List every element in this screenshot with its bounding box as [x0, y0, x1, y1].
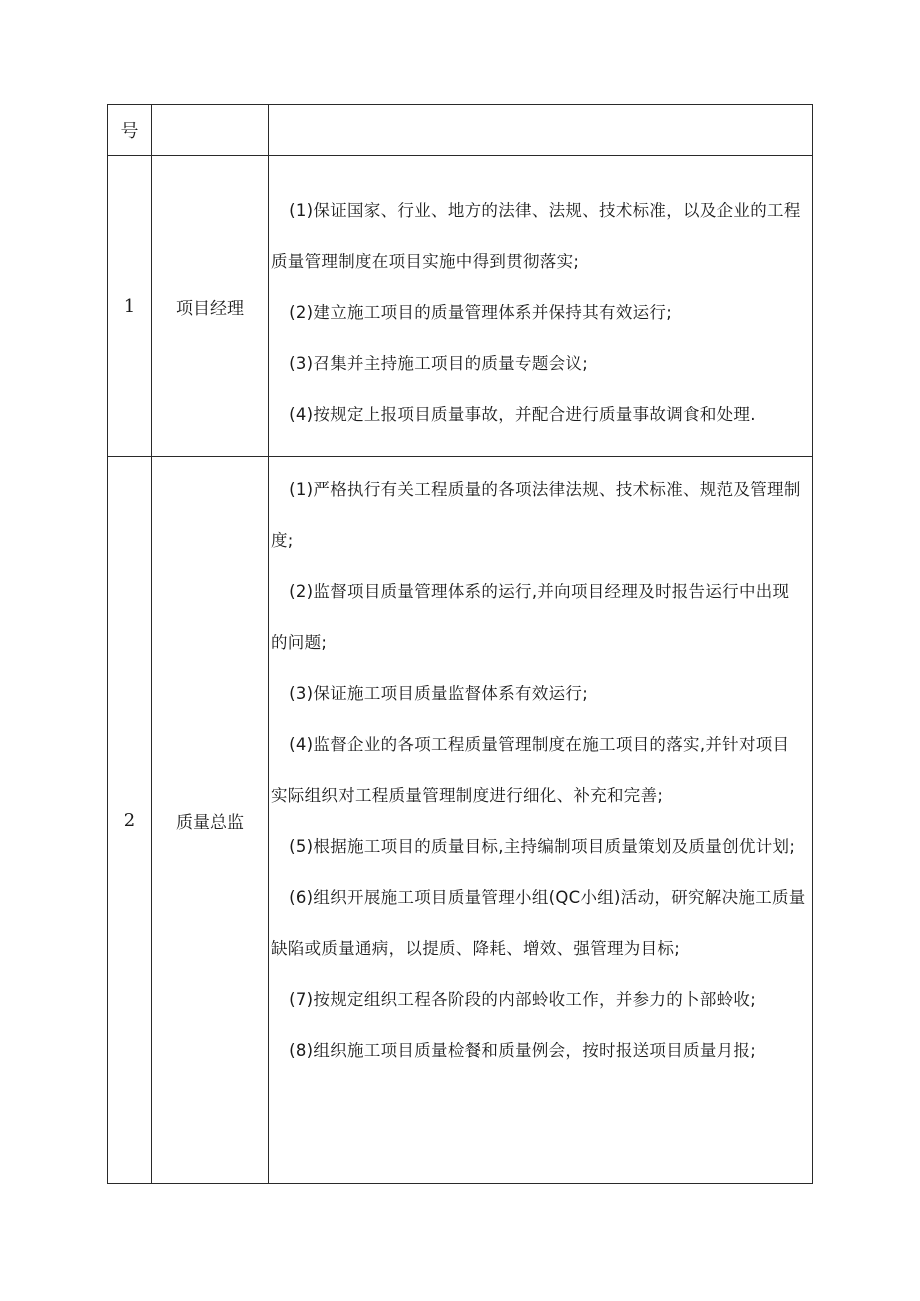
header-no-cell: 号: [108, 105, 152, 156]
duty-item: (3)保证施工项目质量监督体系有效运行;: [289, 684, 589, 703]
duty-item: (3)召集并主持施工项目的质量专题会议;: [289, 353, 589, 373]
header-role-cell: [152, 105, 269, 156]
duty-item: (5)根据施工项目的质量目标,主持编制项目质量策划及质量创优计划;: [289, 837, 796, 856]
table-row: [108, 156, 813, 457]
duty-item: (6)组织开展施工项目质量管理小组(QC小组)活动，研究解决施工质量缺陷或质量通病，以提质、降耗、增效、强管理为目标;: [271, 888, 806, 958]
header-duty-cell: [269, 105, 813, 156]
table-header-row: [108, 105, 813, 156]
duty-item: (2)建立施工项目的质量管理体系并保持其有效运行;: [289, 302, 673, 322]
table-row: [108, 457, 813, 1184]
duty-list: [269, 457, 813, 1184]
duty-item: (4)监督企业的各项工程质量管理制度在施工项目的落实,并针对项目实际组织对工程质量管理制度进行细化、补充和完善;: [271, 735, 790, 805]
row-number: 1: [108, 156, 152, 457]
duty-item: (2)监督项目质量管理体系的运行,并向项目经理及时报告运行中出现的问题;: [271, 582, 790, 652]
duty-item: (1)保证国家、行业、地方的法律、法规、技术标准，以及企业的工程质量管理制度在项目实施中得到贯彻落实;: [271, 200, 801, 271]
role-name: 质量总监: [152, 457, 269, 1184]
duty-item: (7)按规定组织工程各阶段的内部蛉收工作，并参力的卜部蛉收;: [289, 990, 757, 1009]
row-number: 2: [108, 457, 152, 1184]
duty-item: (4)按规定上报项目质量事故，并配合进行质量事故调食和处理.: [289, 404, 756, 424]
duty-list: [269, 156, 813, 457]
responsibility-table: [107, 104, 813, 1184]
role-name: 项目经理: [152, 156, 269, 457]
duty-item: (8)组织施工项目质量检餐和质量例会，按时报送项目质量月报;: [289, 1041, 757, 1060]
duty-item: (1)严格执行有关工程质量的各项法律法规、技术标准、规范及管理制度;: [271, 480, 801, 550]
